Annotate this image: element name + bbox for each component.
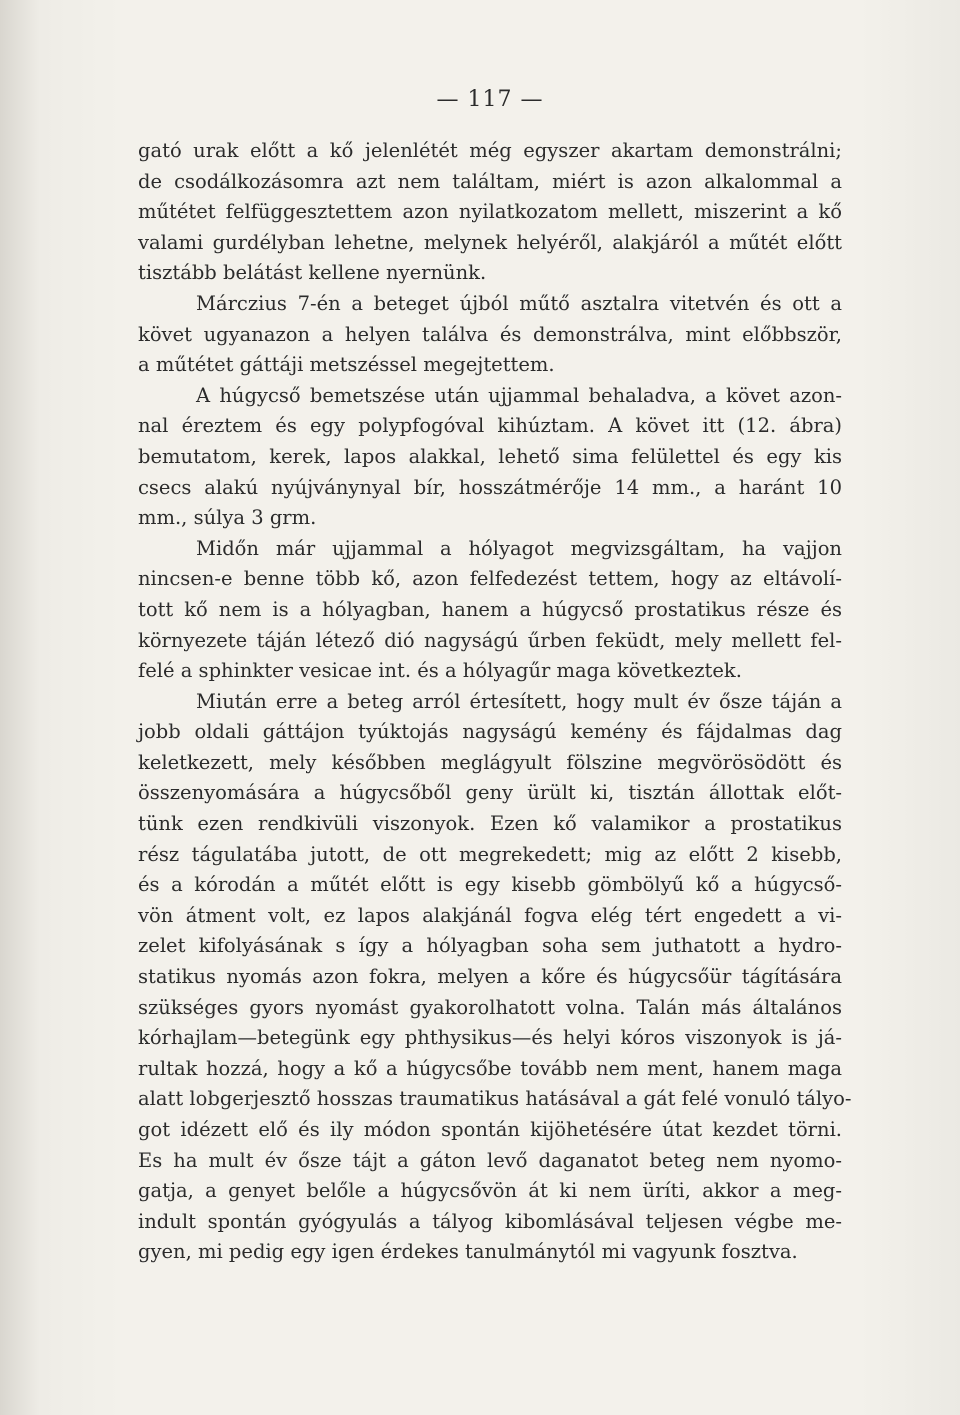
text-line: műtétet felfüggesztettem azon nyilatkozatom mellett, miszerint a kő xyxy=(138,200,842,224)
text-line: mm., súlya 3 grm. xyxy=(138,506,317,530)
text-line: Es ha mult év ősze tájt a gáton levő daganatot beteg nem nyomo- xyxy=(138,1148,842,1172)
text-line: gatja, a genyet belőle a húgycsővön át ki nem üríti, akkor a meg- xyxy=(138,1179,842,1203)
text-line: jobb oldali gáttájon tyúktojás nagyságú kemény és fájdalmas dag xyxy=(138,720,842,744)
text-line: keletkezett, mely későbben meglágyult fölszine megvörösödött és xyxy=(138,750,842,774)
text-line: Midőn már ujjammal a hólyagot megvizsgáltam, ha vajjon xyxy=(196,536,842,560)
text-line: de csodálkozásomra azt nem találtam, miért is azon alkalommal a xyxy=(138,169,842,193)
text-line: és a kórodán a műtét előtt is egy kisebb gömbölyű kő a húgycső- xyxy=(138,873,842,897)
text-line: statikus nyomás azon fokra, melyen a kőre és húgycsőür tágítására xyxy=(138,965,842,989)
text-line: bemutatom, kerek, lapos alakkal, lehető sima felülettel és egy kis xyxy=(138,444,842,468)
text-line: csecs alakú nyújványnyal bír, hosszátmérője 14 mm., a haránt 10 xyxy=(138,475,842,499)
text-line: Miután erre a beteg arról értesített, hogy mult év ősze táján a xyxy=(196,689,842,713)
text-line: nincsen-e benne több kő, azon felfedezést tettem, hogy az eltávolí- xyxy=(138,567,842,591)
page-number: — 117 — xyxy=(436,87,544,112)
text-line: gató urak előtt a kő jelenlétét még egyszer akartam demonstrálni; xyxy=(138,139,842,162)
text-line: környezete táján létező dió nagyságú űrben feküdt, mely mellett fel- xyxy=(138,628,842,652)
text-line: tott kő nem is a hólyagban, hanem a húgycső prostatikus része és xyxy=(138,597,842,621)
text-line: rultak hozzá, hogy a kő a húgycsőbe tovább nem ment, hanem maga xyxy=(138,1056,842,1080)
text-line: A húgycső bemetszése után ujjammal behaladva, a követ azon- xyxy=(196,383,842,407)
body-text xyxy=(138,136,852,1268)
text-line: got idézett elő és ily módon spontán kijöhetésére útat kezdet törni. xyxy=(138,1118,842,1141)
text-line: Márczius 7-én a beteget újból műtő asztalra vitetvén és ott a xyxy=(196,291,842,315)
text-line: kórhajlam—betegünk egy phthysikus—és helyi kóros viszonyok is já- xyxy=(138,1026,842,1050)
text-line: a műtétet gáttáji metszéssel megejtettem. xyxy=(138,353,555,377)
text-line: tisztább belátást kellene nyernünk. xyxy=(138,261,487,285)
text-line: alatt lobgerjesztő hosszas traumatikus hatásával a gát felé vonuló tályo- xyxy=(138,1087,852,1111)
text-line: összenyomására a húgycsőből geny ürült ki, tisztán állottak előt- xyxy=(138,781,842,805)
text-line: követ ugyanazon a helyen találva és demonstrálva, mint előbbször, xyxy=(138,322,842,346)
text-line: tünk ezen rendkivüli viszonyok. Ezen kő valamikor a prostatikus xyxy=(138,812,842,836)
text-line: indult spontán gyógyulás a tályog kibomlásával teljesen végbe me- xyxy=(138,1209,842,1233)
text-line: szükséges gyors nyomást gyakorolhatott volna. Talán más általános xyxy=(138,995,842,1019)
text-line: felé a sphinkter vesicae int. és a hólyagűr maga következtek. xyxy=(138,659,742,683)
text-line: rész tágulatába jutott, de ott megrekedett; mig az előtt 2 kisebb, xyxy=(138,842,842,866)
text-line: vön átment volt, ez lapos alakjánál fogva elég tért engedett a vi- xyxy=(138,903,842,927)
text-line: zelet kifolyásának s így a hólyagban soha sem juthatott a hydro- xyxy=(138,934,842,958)
text-line: valami gurdélyban lehetne, melynek helyéről, alakjáról a műtét előtt xyxy=(138,230,842,254)
text-line: nal éreztem és egy polypfogóval kihúztam. A követ itt (12. ábra) xyxy=(138,414,842,438)
text-line: gyen, mi pedig egy igen érdekes tanulmánytól mi vagyunk fosztva. xyxy=(138,1240,798,1264)
